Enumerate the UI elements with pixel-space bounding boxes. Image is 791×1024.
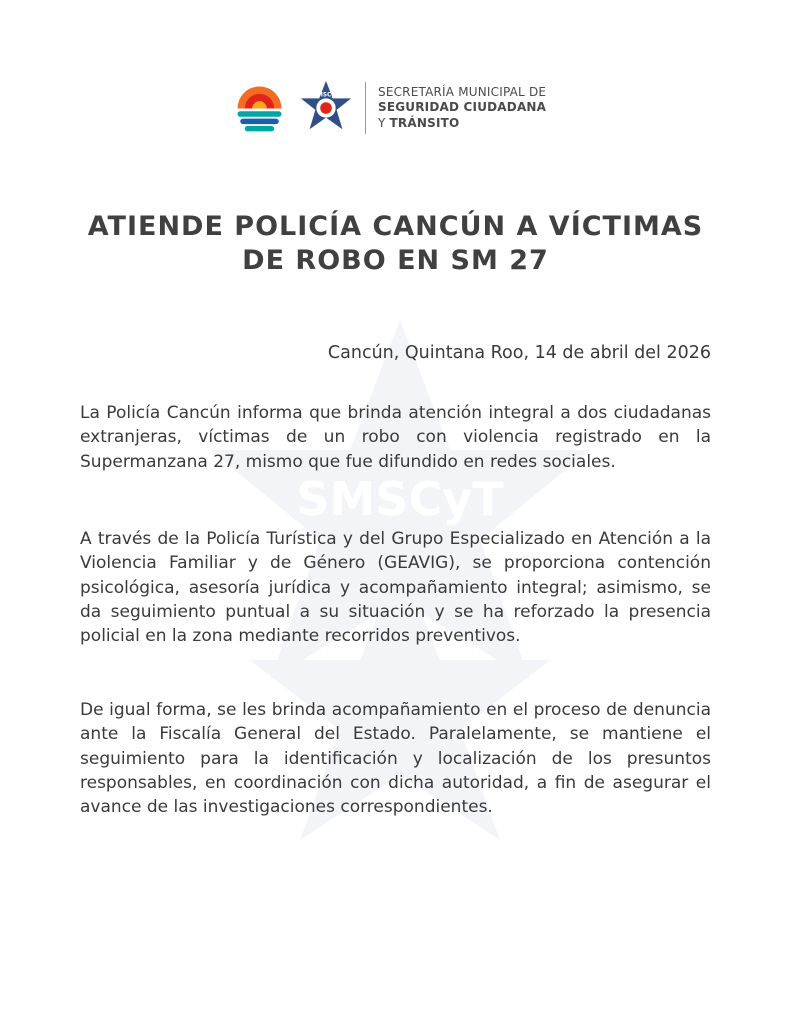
cancun-sun-logo: [232, 81, 287, 136]
page-title: [40, 210, 751, 278]
org-line-1: SECRETARÍA MUNICIPAL DE: [378, 84, 547, 99]
paragraph-3: De igual forma, se les brinda acompañamiento en el proceso de denuncia ante la Fiscalía General del Estado. Paralelamente, se mantiene el seguimiento para la identificación y localización de los presuntos responsables, en coordinación con dicha autoridad, a fin de asegurar el avance de las investigaciones correspondientes.: [80, 700, 711, 818]
paragraph-1: La Policía Cancún informa que brinda atención integral a dos ciudadanas extranjeras, víctimas de un robo con violencia registrado en la Supermanzana 27, mismo que fue difundido en redes sociales.: [80, 403, 711, 472]
org-name: [378, 85, 546, 132]
header: [232, 78, 546, 138]
paragraph-2: A través de la Policía Turística y del Grupo Especializado en Atención a la Violencia Familiar y de Género (GEAVIG), se proporciona contención psicológica, asesoría jurídica y acompañamiento integral; asimismo, se da seguimiento puntual a su situación y se ha reforzado la presencia policial en la zona mediante recorridos preventivos.: [80, 529, 711, 647]
title-line-1: ATIENDE POLICÍA CANCÚN A VÍCTIMAS: [87, 211, 704, 242]
watermark-text: SMSCyT: [296, 472, 504, 526]
org-line-2: SEGURIDAD CIUDADANA: [378, 100, 547, 115]
smscyt-badge-logo: [297, 79, 355, 137]
badge-text: SMSCyT: [312, 92, 340, 99]
dateline: Cancún, Quintana Roo, 14 de abril del 2026: [327, 343, 711, 363]
header-divider: [365, 82, 366, 134]
org-line-3: Y TRÁNSITO: [378, 115, 460, 130]
title-line-2: DE ROBO EN SM 27: [242, 245, 549, 276]
